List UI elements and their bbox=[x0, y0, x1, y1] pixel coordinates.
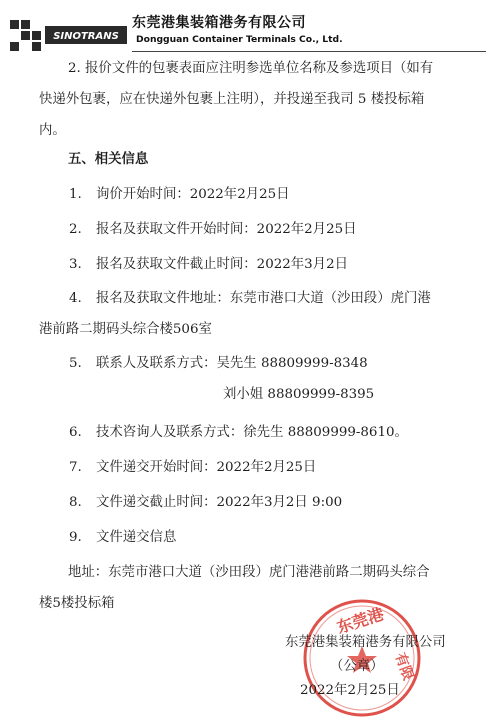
item-2-num: 2. bbox=[69, 222, 82, 237]
item-5-continuation: 刘小姐 88809999-8395 bbox=[223, 387, 375, 402]
company-name-cn: 东莞港集装箱港务有限公司 bbox=[132, 15, 306, 31]
item-5-num: 5. bbox=[69, 356, 82, 371]
address-line2: 楼5楼投标箱 bbox=[39, 596, 115, 611]
signature-date: 2022年2月25日 bbox=[300, 683, 400, 698]
item-8-text: 文件递交截止时间：2022年3月2日 9:00 bbox=[96, 495, 343, 510]
item-7-num: 7. bbox=[69, 460, 82, 475]
item-6-text: 技术咨询人及联系方式：徐先生 88809999-8610。 bbox=[96, 425, 408, 440]
company-seal-stamp bbox=[300, 596, 424, 720]
item-2-text: 报名及获取文件开始时间：2022年2月25日 bbox=[96, 222, 357, 237]
item-3-num: 3. bbox=[69, 257, 82, 272]
para2-line3: 内。 bbox=[39, 123, 66, 138]
item-7-text: 文件递交开始时间：2022年2月25日 bbox=[96, 460, 317, 475]
para2-line1: 2. 报价文件的包裹表面应注明参选单位名称及参选项目（如有 bbox=[68, 61, 434, 76]
section-title: 五、相关信息 bbox=[68, 152, 149, 167]
item-4-text: 报名及获取文件地址：东莞市港口大道（沙田段）虎门港 bbox=[96, 291, 431, 306]
company-logo bbox=[10, 20, 130, 52]
address-line1: 地址：东莞市港口大道（沙田段）虎门港港前路二期码头综合 bbox=[68, 565, 430, 580]
signature-seal-label: （公章） bbox=[330, 659, 384, 674]
item-4-num: 4. bbox=[69, 291, 82, 306]
seal-text-side: 有限 bbox=[391, 650, 417, 683]
item-1-num: 1. bbox=[69, 187, 82, 202]
header-divider bbox=[132, 51, 486, 52]
item-1-text: 询价开始时间：2022年2月25日 bbox=[96, 187, 290, 202]
item-9-text: 文件递交信息 bbox=[96, 530, 177, 545]
signature-company: 东莞港集装箱港务有限公司 bbox=[285, 635, 446, 650]
item-3-text: 报名及获取文件截止时间：2022年3月2日 bbox=[96, 257, 348, 272]
company-name-en: Dongguan Container Terminals Co., Ltd. bbox=[136, 34, 343, 45]
item-6-num: 6. bbox=[69, 425, 82, 440]
logo-wordmark: SINOTRANS bbox=[53, 31, 119, 42]
para2-line2: 快递外包裹，应在快递外包裹上注明），并投递至我司 5 楼投标箱 bbox=[39, 92, 425, 107]
item-8-num: 8. bbox=[69, 495, 82, 510]
item-9-num: 9. bbox=[69, 530, 82, 545]
seal-text-top: 东莞港 bbox=[334, 604, 387, 638]
item-5-text: 联系人及联系方式：吴先生 88809999-8348 bbox=[96, 356, 368, 371]
letterhead bbox=[0, 0, 496, 62]
item-4-continuation: 港前路二期码头综合楼506室 bbox=[39, 322, 212, 337]
